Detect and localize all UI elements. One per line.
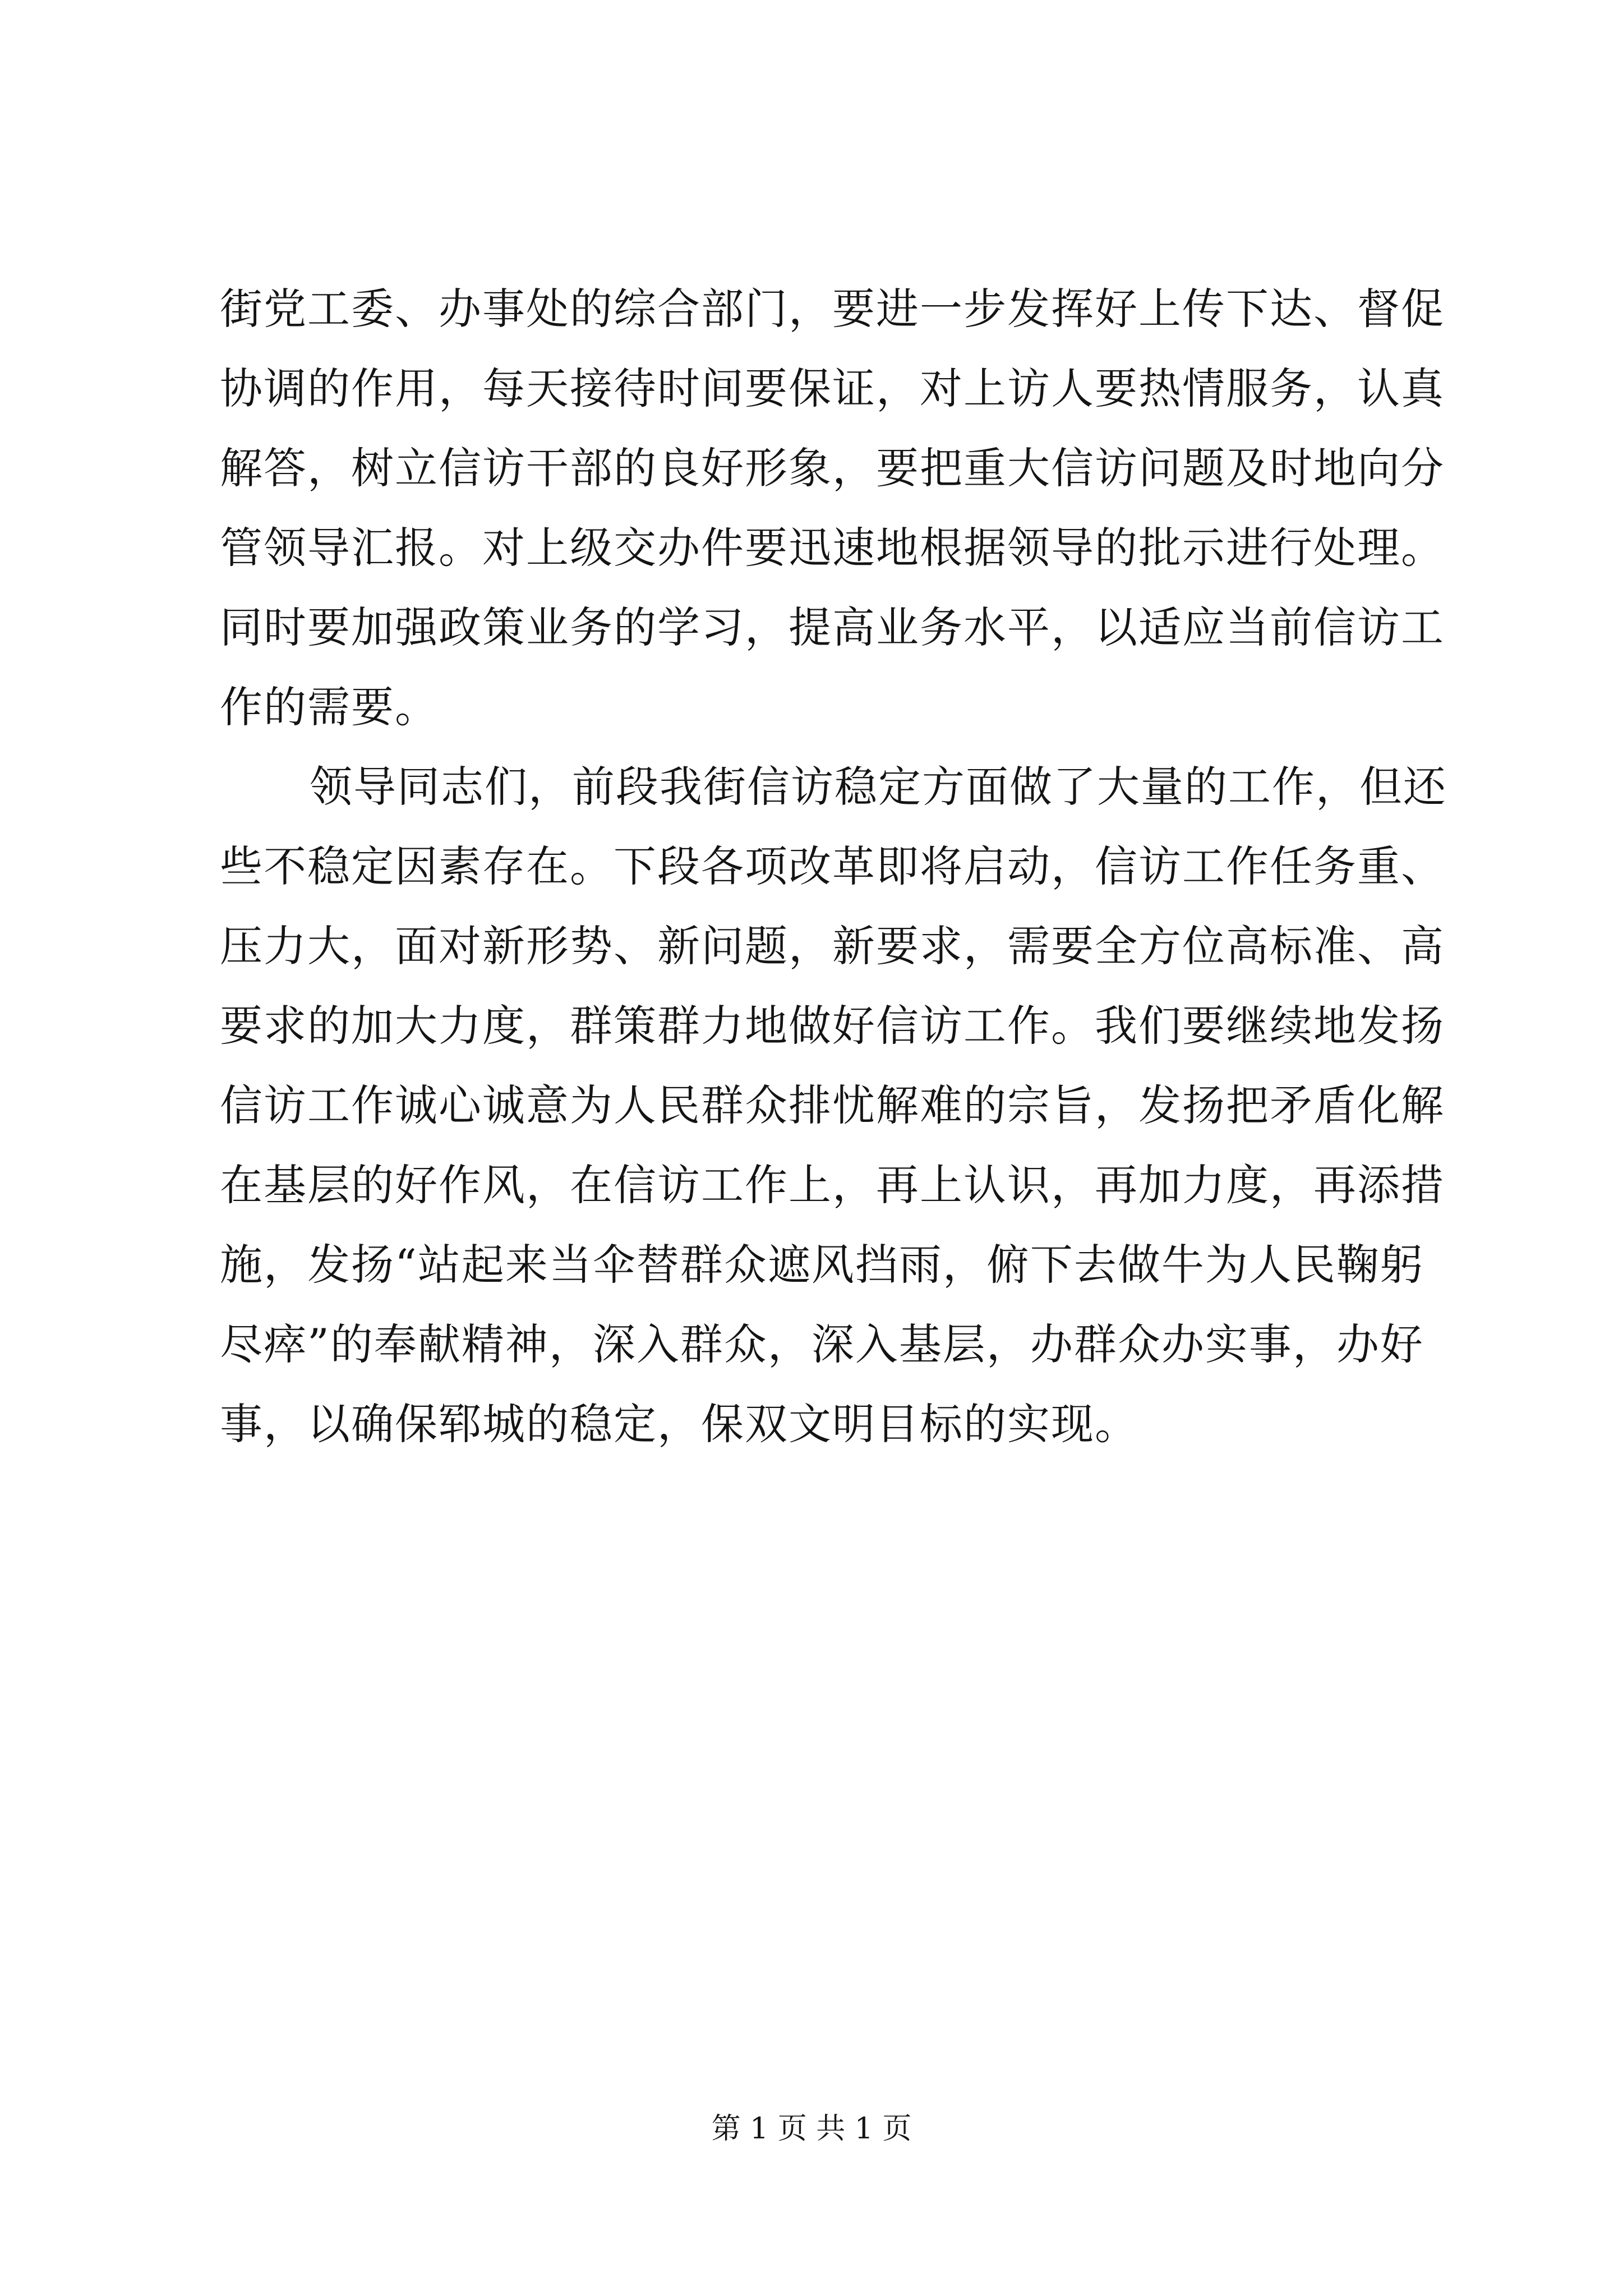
- text-line: 同时要加强政策业务的学习，提高业务水平，以适应当前信访工: [220, 602, 1445, 652]
- text-line: 施，发扬“站起来当伞替群众遮风挡雨，俯下去做牛为人民鞠躬: [220, 1240, 1424, 1290]
- text-line: 领导同志们，前段我街信访稳定方面做了大量的工作，但还: [310, 762, 1447, 812]
- text-line: 要求的加大力度，群策群力地做好信访工作。我们要继续地发扬: [220, 1001, 1445, 1051]
- text-line: 信访工作诚心诚意为人民群众排忧解难的宗旨，发扬把矛盾化解: [220, 1080, 1445, 1130]
- text-line: 管领导汇报。对上级交办件要迅速地根据领导的批示进行处理。: [220, 523, 1445, 573]
- text-line: 协调的作用，每天接待时间要保证，对上访人要热情服务，认真: [220, 364, 1445, 413]
- text-line: 尽瘁”的奉献精神，深入群众，深入基层，办群众办实事，办好: [220, 1319, 1424, 1369]
- document-body: [220, 269, 1447, 1464]
- text-line: 解答，树立信访干部的良好形象，要把重大信访问题及时地向分: [220, 443, 1445, 493]
- text-line: 事，以确保郓城的稳定，保双文明目标的实现。: [220, 1399, 1138, 1449]
- text-line: 压力大，面对新形势、新问题，新要求，需要全方位高标准、高: [220, 921, 1445, 971]
- page-number-footer: 第 1 页 共 1 页: [711, 2112, 912, 2146]
- text-line: 在基层的好作风，在信访工作上，再上认识，再加力度，再添措: [220, 1160, 1445, 1210]
- text-line: 些不稳定因素存在。下段各项改革即将启动，信访工作任务重、: [220, 841, 1445, 891]
- text-line: 街党工委、办事处的综合部门，要进一步发挥好上传下达、督促: [220, 284, 1445, 334]
- text-line: 作的需要。: [220, 682, 439, 732]
